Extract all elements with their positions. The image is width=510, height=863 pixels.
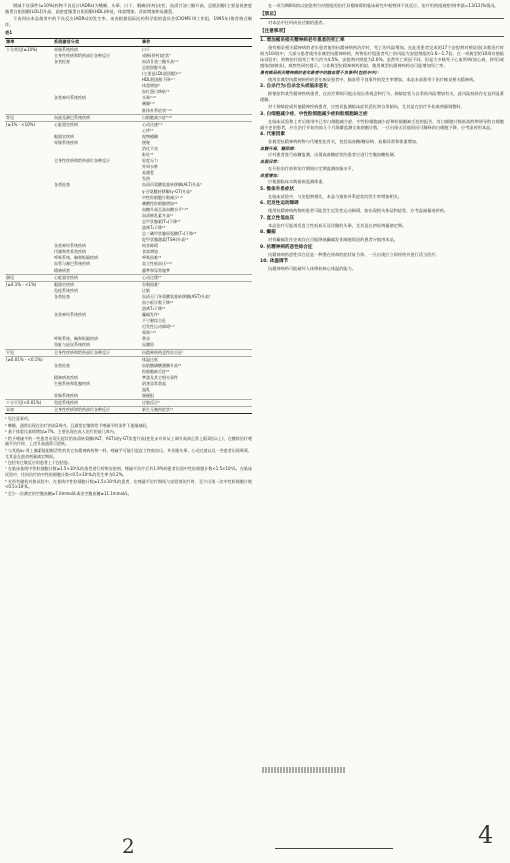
bipolar-study-paragraph: 在一项为期8周的以安慰剂为对照组的治疗双相障碍的临床研究中观察到不良反应，治疗用药组观察到(率最=13/12)%情况。 (268, 3, 499, 8)
cell-event: 游离T₃下降¹⁵ (142, 306, 166, 311)
cell-organ-class: 心脏器官疾病 (53, 274, 141, 281)
cell-frequency (5, 108, 53, 115)
precaution-6-heading: 6. 迟发性运动障碍 (260, 201, 299, 207)
cell-event: 中性粒细胞计数减少¹·⁸ (142, 194, 183, 200)
cell-event: 游离T₄下降¹⁵ (142, 224, 166, 230)
precaution-4-heading: 4. 代谢因素 (260, 131, 285, 137)
cell-frequency: (≥1% - <10%) (5, 121, 53, 128)
cell-event: 总三碘甲状腺原氨酸(T₃)下降¹⁵ (142, 231, 197, 237)
precaution-3-text: 在临床试验和上市后使用中已有白细胞减少症、中性粒细胞减少症和粒细胞缺乏症的报告。有白细胞计数低或药物诱导的白细胞减少史的患者，应在治疗开始的前几个月频繁监测全血细胞计数，一旦出现无其他原因可解释的白细胞下降，应考虑停用本品。 (260, 118, 504, 130)
cell-event: 阴茎异常勃起 (142, 380, 166, 386)
cell-event: 吞咽困难⁷ (141, 281, 252, 288)
cell-organ-class: 各类神经系统疾病 (54, 312, 86, 318)
handwritten-underline (275, 848, 393, 849)
cell-event: 癫痫发作¹ (142, 312, 160, 318)
cell-organ-class: 全身性疾病和给药部位各种反应 (54, 52, 110, 58)
cell-organ-class: 肾脏与泌尿系统疾病 (54, 342, 90, 348)
cell-event: 呕吐²⁵ (142, 152, 154, 158)
cell-event: 抗精神病药恶性综合征¹ (141, 349, 252, 356)
cell-event: 消化不良 (142, 145, 158, 151)
cell-organ-class: 心脏器官疾病 (53, 121, 141, 128)
cell-event: 发热 (142, 176, 150, 182)
cell-event: 溢乳 (142, 387, 150, 393)
table-row (5, 281, 252, 288)
cell-event: 血清催乳素升高¹⁰ (142, 212, 174, 218)
cell-frequency: 未知 (5, 407, 53, 414)
scribbled-out-line (262, 767, 346, 773)
precaution-10-text: 抗精神病药可能破坏人体降低核心体温的能力。 (268, 266, 356, 272)
cell-event: 血清天门冬氨酸氨基转移酶(AST)升高³ (142, 293, 211, 299)
cell-frequency: 罕见 (5, 349, 53, 356)
precaution-5-heading: 5. 锥体外系症状 (260, 186, 295, 192)
section-contraindications: 【禁忌】 (260, 12, 504, 20)
precaution-4-sub-2: 血脂异常： (260, 159, 281, 165)
footnote: ⁵ 与其他α₁-肾上腺素能阻断活性的其它抗精神病药物一样，喹硫平可能引起直立性低血压，并伴随头晕、心动过速以及一些患者出现晕厥，尤其是在最初剂量滴定期间。 (5, 447, 252, 459)
adverse-intro-paragraph: 增减不良事件(≥10%)药物不良反应(ADRs)为嗜睡、头晕、口干、咽痛(伴药)皮状，血清甘油三酯升高，总胆固醇(主要是低密度脂蛋白胆固醇[LDL])升高，高密度脂蛋白胆固醇(HDL)降低，体重增加。食欲增加和易激惹。 (5, 3, 252, 14)
precaution-7-text: 本品治疗可能诱发直立性低血压及伴随的头晕，尤其是在初始剂量滴定期。 (268, 222, 407, 228)
precaution-10-heading: 10. 体温调节 (260, 259, 289, 264)
right-column (260, 3, 504, 273)
precaution-1-subheading: 患有痴呆相关精神病的老年患者中的脑血管不良事件(包括卒中)： (260, 70, 382, 76)
cell-event: 呼吸困难²³ (142, 255, 162, 261)
cell-event: 血肌酸磷酸激酶升高¹⁸ (142, 362, 182, 368)
precaution-8-heading: 8. 癫痫 (260, 230, 276, 236)
left-column (5, 3, 252, 497)
cell-event: 戒断(停药)症状¹ (142, 52, 171, 58)
cell-organ-class (53, 108, 141, 115)
cell-event: 鼻炎 (142, 336, 150, 342)
cell-organ-class: 呼吸系统、胸和纵隔疾病 (54, 336, 98, 342)
cell-organ-class: 眼器官疾病 (53, 281, 141, 288)
precaution-4-text-3: 在开始治疗前和治疗期间应定期监测血脂水平。 (268, 165, 356, 171)
table-row (5, 108, 252, 115)
cell-organ-class: 全身性疾病和给药部位各种反应 (53, 349, 141, 356)
table-row (5, 349, 252, 356)
precaution-2-text: 抑郁症和某些精神疾病患者，在治疗期间可能出现自杀观念和行为。抑郁症状与自杀的风险增加有关。此风险持续存在直到显著缓解。 (260, 91, 504, 103)
contraindications-text: 对本品中任何成份过敏的患者。 (268, 20, 327, 26)
footnote: ⁴ 给予喹硫平的一些患者出现无症状的血清转氨酶(ALT、AST)或γ-GT浓度升高(变化未对单从上调升高到正常上限3倍以上)，在继续治疗喹硫平治疗时，上述升高通常可逆转。 (5, 435, 252, 447)
cell-event: 外周水肿 (142, 164, 158, 170)
cell-organ-class: 全身性疾病和给药部位各种反应 (54, 158, 110, 164)
table-body (5, 46, 252, 414)
cell-event: 头晕⁴·¹⁶ (142, 95, 157, 101)
table-row (5, 114, 252, 121)
cell-event: 嗜酸性粒细胞增加²⁴ (142, 200, 178, 206)
cell-organ-class: 精神病类 (54, 267, 70, 273)
cell-event: 血红蛋白降低²³ (142, 89, 170, 95)
precaution-1-text-2: 使用非典型抗精神病药的老年痴呆患者中，脑血管不良事件的发生率增加。本品未获准用于治疗痴呆相关精神病。 (268, 76, 478, 82)
table-row (5, 46, 252, 53)
cell-frequency: 偶见 (5, 274, 53, 281)
table-row (5, 268, 252, 275)
cell-event: 口干 (142, 46, 150, 52)
cell-event: 轻度无力 (142, 158, 158, 164)
table-row (5, 393, 252, 400)
cell-organ-class: 全身性疾病和给药部位各种反应 (53, 407, 141, 414)
footnote: ² 嗜睡，通常出现在治疗的前2周内，且通常在继续给予喹硫平的条件下逐渐减轻。 (5, 422, 151, 428)
table-title: 表1 (5, 29, 13, 35)
precaution-2-heading: 2. 自杀行为/自杀念头或临床恶化 (260, 84, 328, 90)
cell-event: 血小板计数下降¹⁴ (142, 299, 174, 305)
table-row (5, 400, 252, 407)
footnote: ³ 基于体重比基线增加≥7%。主要出现在成人治疗的前几周内。 (5, 429, 118, 435)
cell-organ-class: 免疫系统疾病 (54, 287, 78, 293)
table-header-row (5, 38, 252, 46)
cell-organ-class: 各类神经系统疾病 (54, 243, 86, 249)
cell-event: 视物模糊 (142, 133, 158, 139)
cell-event: 直立性低血压⁴·¹⁶ (142, 261, 173, 267)
footnote: ¹ 见注意事项。 (5, 416, 32, 422)
table-row (5, 342, 252, 349)
cell-event: 噩梦和异常做梦 (142, 267, 170, 273)
cell-event: 迟发性运动障碍¹·⁶ (142, 324, 175, 330)
cell-event: 总甲状腺素(T₄)下降¹⁵ (142, 218, 181, 224)
cell-event: 心动过缓²⁷ (141, 274, 252, 281)
precaution-4-text-2: 应对患者进行血糖监测，出现高血糖症状的患者应进行空腹血糖检测。 (268, 152, 398, 158)
cell-frequency (5, 268, 53, 275)
cell-event: 便秘 (142, 139, 150, 145)
precaution-2-text-2: 对于抑郁症或其他精神疾病患者，应密切监测临床症状恶化和自杀倾向，尤其是在治疗开始或剂量调整时。 (268, 104, 465, 110)
precaution-4-text: 非典型抗精神病药物与代谢变化有关，包括高血糖/糖尿病、血脂异常和体重增加。 (268, 138, 421, 144)
cell-event: 体重增加⁸ (142, 83, 160, 89)
cell-organ-class: 呼吸系统、胸和纵隔疾病 (54, 255, 98, 261)
cell-frequency: 十分罕见(<0.01%) (5, 400, 53, 407)
cell-organ-class: 各类神经系统疾病 (54, 95, 86, 101)
precaution-1-text: 患有痴呆相关精神病的老年患者使用抗精神病药治疗时，死亡的风险增加。在此类患者完成的17个安慰剂对照试验(众数治疗时间为10周)中，大部分患者使用非典型抗精神病药，药物治疗组患者死亡的风险为安慰剂组的1.6～1.7倍。在一项典型的10周对照临床试验中，药物治疗组死亡率大约为4.5%，安慰剂对照组为2.6%。虽然死亡原因不同，但是大多数死于心血管病(如心衰、猝死)或感染(如肺炎)。观察性研究提示，与非典型抗精神病药相似，使用典型抗精神病药也可能增加死亡率。 (260, 45, 504, 69)
cell-event: 食欲增加 (142, 249, 158, 255)
cell-organ-class: 生殖系统和乳腺疾病 (54, 380, 90, 386)
cell-event: 白细胞减少症⁸·²⁸ (141, 114, 252, 121)
cell-frequency (5, 342, 53, 349)
header-frequency: 频率 (5, 38, 53, 46)
cell-organ-class: 代谢和营养类疾病 (54, 249, 86, 255)
cell-organ-class: 各类检查 (54, 58, 70, 64)
precaution-9-text: 抗精神病药恶性综合征是一种潜在致命的症状复合体，一旦出现应立即停药并进行适当治疗。 (268, 251, 440, 257)
cell-event: 过敏 (142, 287, 150, 293)
precaution-5-text: 在临床试验中，与安慰剂相比，本品与锥体外系症状的发生率增加相关。 (268, 193, 403, 199)
cell-event: 血清甘油三酯升高²·⁶ (142, 58, 179, 64)
cell-organ-class: 各类检查 (54, 293, 70, 299)
cell-organ-class: 胃肠系统疾病 (54, 393, 78, 399)
precaution-8-text: 对有癫痫发作史或存在可能降低癫痫发作阈值情况的患者应慎用本品。 (268, 237, 398, 243)
table-row (5, 407, 252, 414)
precaution-3-heading: 3. 白细胞减少症、中性粒细胞减少症和粒细胞缺乏症 (260, 111, 368, 117)
footnote: ⁷ 在临床基线中性粒细胞计数≥1.5×10⁹/L的患者进行药物安慰剂、喹硫平治疗后有1.9%的患者出现中性粒细胞计数<1.5×10⁹/L。在临床试验中，任何治疗的中性粒细胞计数<0.5×10⁹/L的发生率为0.2%。 (5, 466, 252, 478)
handwritten-mark-right: 4 (478, 821, 494, 849)
cell-organ-class: 各类检查 (54, 182, 70, 188)
footnote: ⁶ 包括有过敏反应的患者上不包括患。 (5, 460, 72, 466)
cell-frequency: 十分常见(≥10%) (6, 46, 38, 52)
adverse-table-intro: 下表列出本品使用中的不良反应(ADRs)的发生率。该表根据国际医药科学组织委员会(CIOMS III工作组，1995年)推荐格式制作。 (5, 15, 252, 27)
adverse-reactions-table (5, 38, 252, 415)
cell-event: 嗜睡²·⁸ (142, 101, 155, 107)
cell-organ-class: 血管与淋巴系统疾病 (54, 261, 90, 267)
cell-event: γ-谷氨酰转移酶(γ-GT)升高³ (142, 188, 192, 194)
cell-organ-class: 血液及淋巴系统疾病 (53, 114, 141, 121)
cell-organ-class: 胃肠系统疾病 (54, 139, 78, 145)
header-organ-class: 系统器官分类 (53, 38, 141, 46)
cell-event: 总胆固醇升高 (142, 64, 166, 70)
cell-event: 过敏反应⁵ (141, 400, 252, 407)
precaution-4-sub-3: 体重增加： (260, 172, 281, 178)
cell-frequency: (≥0.01% - <0.1%) (5, 356, 53, 363)
table-row (5, 121, 252, 128)
precaution-9-heading: 9. 抗精神病药恶性综合征 (260, 244, 313, 250)
cell-event: 粒细胞缺乏症²⁶ (142, 368, 170, 374)
cell-event: 血清丙氨酸氨基转移酶(ALT)升高³ (142, 182, 202, 188)
table-row (5, 356, 252, 363)
cell-event: 尿潴留 (142, 342, 154, 348)
cell-event: 梦游及其它相关事件 (142, 374, 178, 380)
footnote: ⁸ 在所有随机对照试验中，在基线中性粒细胞计数≥1.5×10⁹/L的患者，在喹硫平治疗期间与安慰剂治疗时，至少出现一次中性粒细胞计数<0.5×10⁹/L。 (5, 478, 252, 490)
cell-event: 构音障碍 (142, 243, 158, 249)
cell-organ-class: 免疫系统疾病 (53, 400, 141, 407)
footnote: ⁹ 至少一次测定的空腹血糖≥7.0mmol/L或非空腹血糖≥11.1mmol/L。 (5, 490, 132, 496)
cell-organ-class: 各类检查 (54, 362, 70, 368)
cell-event: 晕厥⁴·¹⁶ (142, 330, 157, 336)
cell-event: 血糖升高至高血糖水平⁶·²⁹ (142, 206, 189, 212)
header-event: 事件 (141, 38, 252, 46)
cell-event: 体温过低 (141, 356, 252, 363)
cell-event: 不宁腿综合征 (142, 318, 166, 324)
precaution-1-heading: 1. 增加痴呆相关精神病老年患者的死亡率 (260, 38, 345, 44)
table-row (5, 274, 252, 281)
cell-event: 新生儿撤药症状¹⁹ (141, 407, 252, 414)
precaution-7-heading: 7. 直立性低血压 (260, 215, 295, 221)
cell-event: 心悸²³ (142, 127, 154, 133)
cell-frequency: 常见 (5, 114, 53, 121)
handwritten-mark-left: 2 (122, 834, 135, 858)
cell-frequency: (≥0.1% - <1%) (5, 281, 53, 288)
cell-organ-class: 精神病类疾病 (54, 374, 78, 380)
precaution-6-text: 使用抗精神病药物的患者可能发生迟发性运动障碍，如出现相关体征和症状，应考虑减量或停药。 (268, 208, 449, 214)
cell-event: 促甲状腺激素(TSH)升高¹⁵ (142, 237, 189, 243)
cell-event: 肠梗阻 (142, 393, 154, 399)
cell-event: 易激惹 (142, 170, 154, 176)
cell-organ-class: 胃肠系统疾病 (54, 46, 78, 52)
cell-event: (主要是LDL胆固醇)¹·⁶ (142, 71, 182, 77)
cell-event: HDL胆固醇下降¹·⁷ (142, 77, 175, 83)
cell-frequency (5, 393, 53, 400)
precaution-4-sub-1: 血糖升高、糖尿病： (260, 145, 298, 151)
section-precautions: 【注意事项】 (260, 29, 504, 37)
cell-event: 锥体外系症状¹·²¹ (142, 107, 173, 113)
table-footnotes (5, 416, 252, 496)
cell-organ-class (53, 356, 141, 363)
cell-organ-class: 眼器官疾病 (54, 133, 74, 139)
cell-event: 心动过速⁴·⁶ (141, 121, 252, 128)
precaution-4-text-4: 应根据临床实践指南监测体重。 (268, 179, 327, 185)
